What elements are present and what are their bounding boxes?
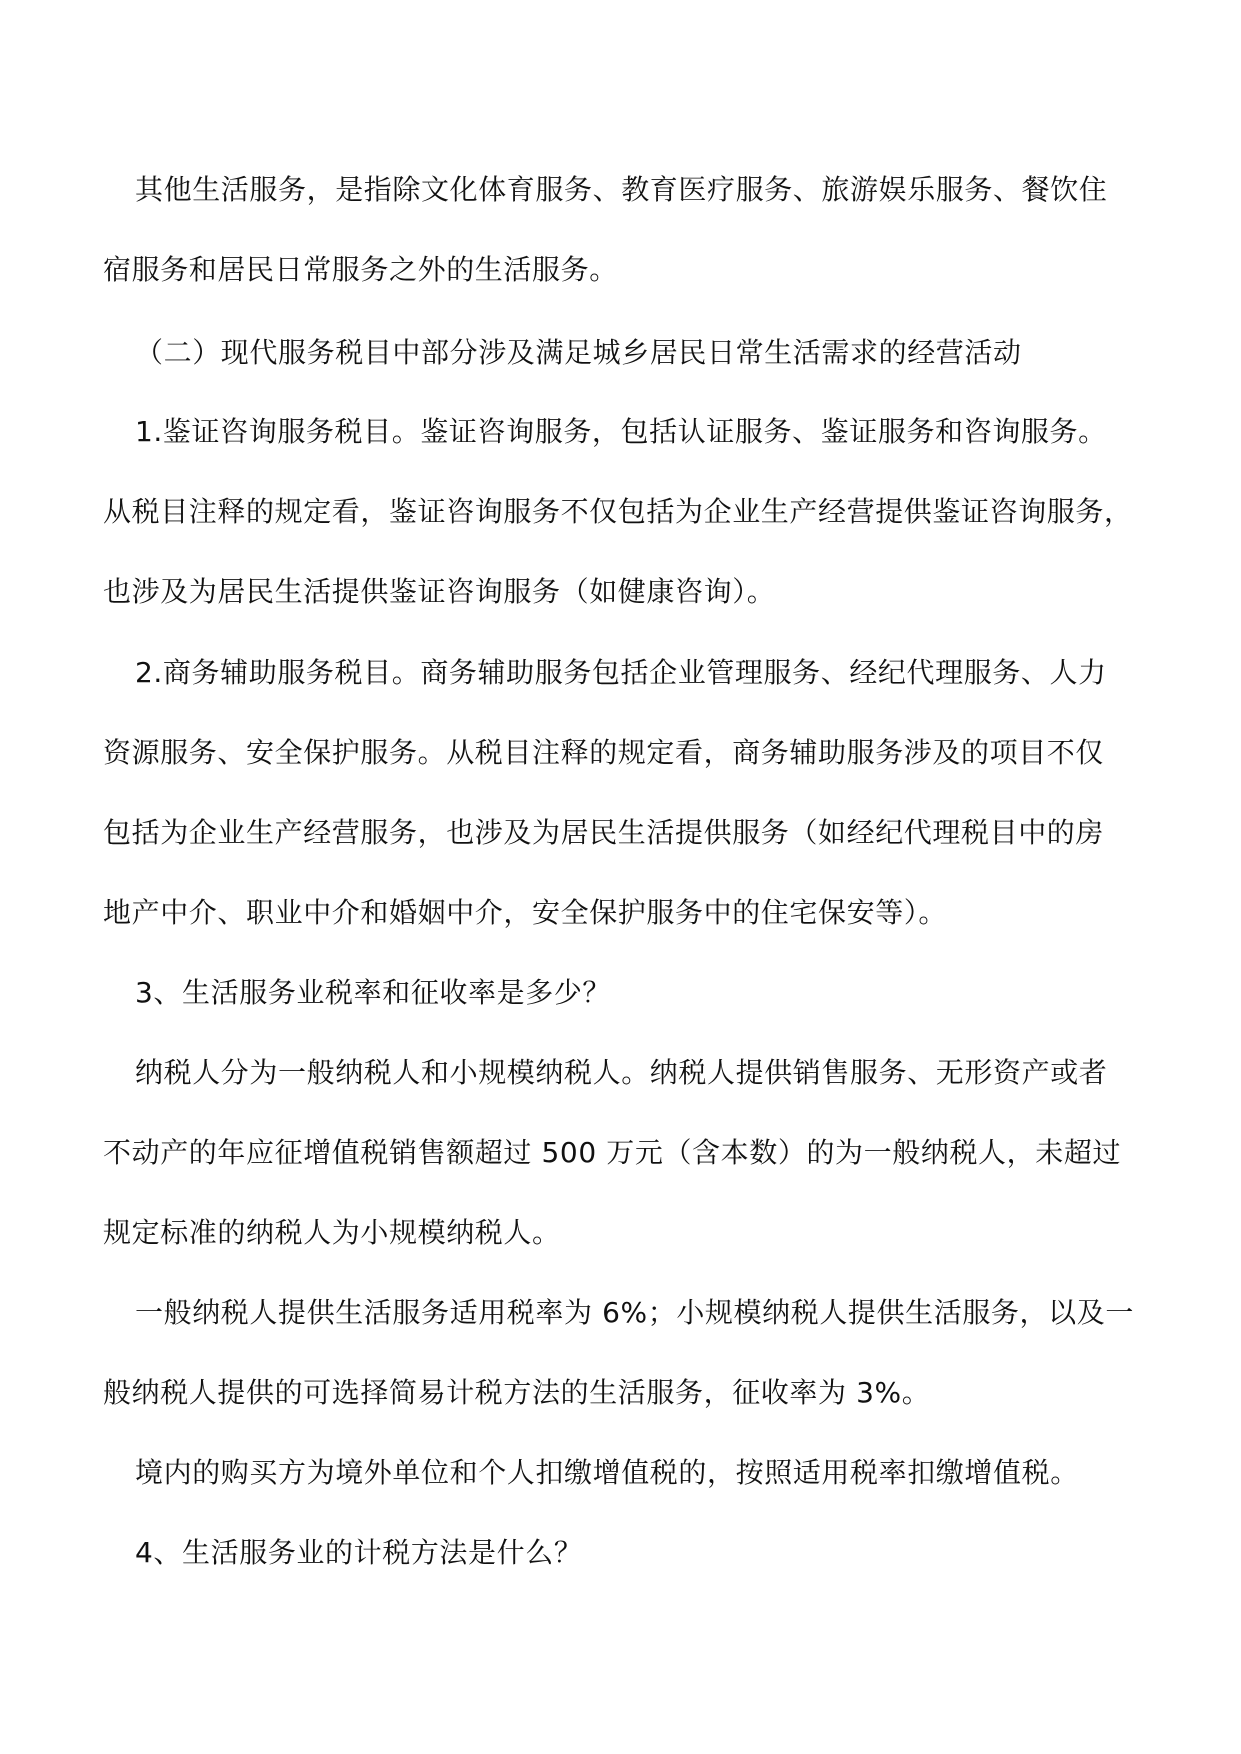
- question-heading: 3、生活服务业税率和征收率是多少？: [135, 976, 612, 1009]
- question-heading: 4、生活服务业的计税方法是什么？: [135, 1536, 583, 1569]
- paragraph-line: 2.商务辅助服务税目。商务辅助服务包括企业管理服务、经纪代理服务、人力: [135, 656, 1107, 689]
- paragraph-line: 其他生活服务，是指除文化体育服务、教育医疗服务、旅游娱乐服务、餐饮住: [135, 173, 1108, 206]
- paragraph-line: 规定标准的纳税人为小规模纳税人。: [103, 1216, 561, 1249]
- paragraph-line: 一般纳税人提供生活服务适用税率为 6%；小规模纳税人提供生活服务，以及一: [135, 1296, 1134, 1329]
- paragraph-line: 宿服务和居民日常服务之外的生活服务。: [103, 253, 618, 286]
- paragraph-line: 也涉及为居民生活提供鉴证咨询服务（如健康咨询）。: [103, 575, 776, 608]
- paragraph-line: 般纳税人提供的可选择简易计税方法的生活服务，征收率为 3%。: [103, 1376, 931, 1409]
- paragraph-line: 不动产的年应征增值税销售额超过 500 万元（含本数）的为一般纳税人，未超过: [103, 1136, 1122, 1169]
- paragraph-line: 地产中介、职业中介和婚姻中介，安全保护服务中的住宅保安等）。: [103, 896, 948, 929]
- section-heading: （二）现代服务税目中部分涉及满足城乡居民日常生活需求的经营活动: [135, 336, 1022, 369]
- paragraph-line: 资源服务、安全保护服务。从税目注释的规定看，商务辅助服务涉及的项目不仅: [103, 736, 1105, 769]
- paragraph-line: 包括为企业生产经营服务，也涉及为居民生活提供服务（如经纪代理税目中的房: [103, 816, 1105, 849]
- paragraph-line: 纳税人分为一般纳税人和小规模纳税人。纳税人提供销售服务、无形资产或者: [135, 1056, 1108, 1089]
- paragraph-line: 从税目注释的规定看，鉴证咨询服务不仅包括为企业生产经营提供鉴证咨询服务，: [103, 495, 1133, 528]
- paragraph-line: 境内的购买方为境外单位和个人扣缴增值税的，按照适用税率扣缴增值税。: [135, 1456, 1079, 1489]
- paragraph-line: 1.鉴证咨询服务税目。鉴证咨询服务，包括认证服务、鉴证服务和咨询服务。: [135, 415, 1107, 448]
